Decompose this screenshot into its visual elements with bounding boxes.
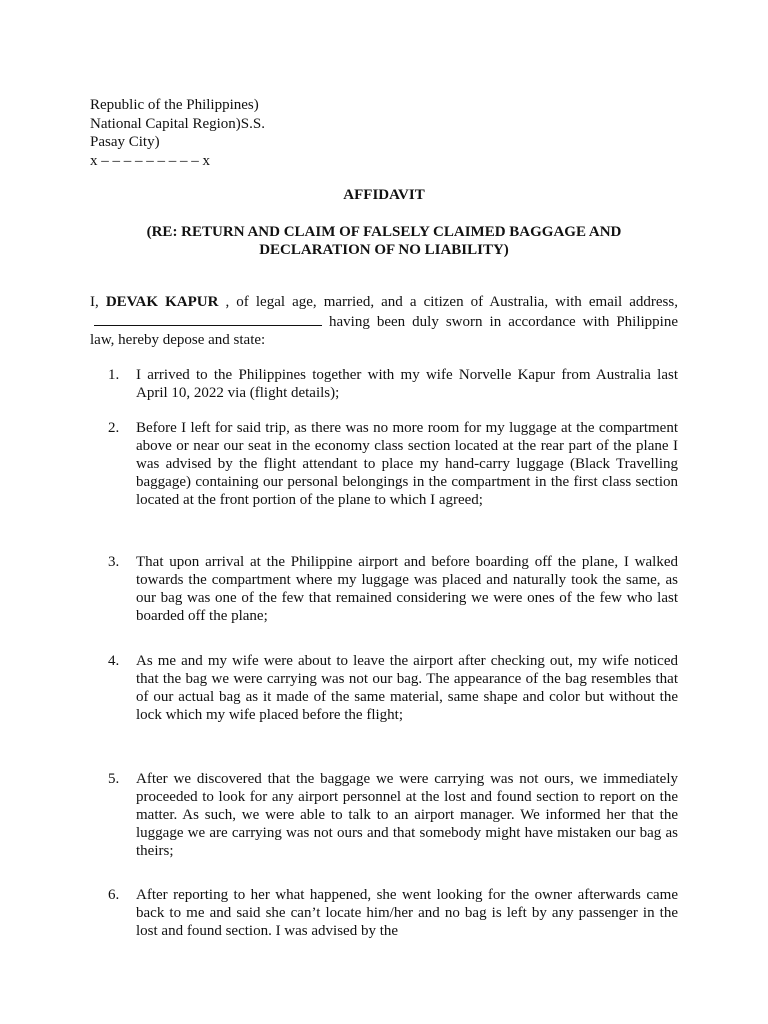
venue-block <box>90 96 490 170</box>
intro-middle: , of legal age, married, and a citizen of Australia, with email address, <box>218 294 678 310</box>
venue-line-republic: Republic of the Philippines) <box>90 97 259 113</box>
item-text: As me and my wife were about to leave the airport after checking out, my wife noticed that the bag we were carrying was not our bag. The appearance of the bag resembles that of our actual bag as it made of the same material, same shape and color but without the lock which my wife placed before the flight; <box>136 653 678 723</box>
item-text: After we discovered that the baggage we were carrying was not ours, we immediately proceeded to look for any airport personnel at the lost and found section to report on the matter. As such, we were able to talk to an airport manager. We informed her that the luggage we are carrying was not ours and that somebody might have mistaken our bag as theirs; <box>136 771 678 859</box>
item-number: 3. <box>108 554 120 570</box>
email-blank-line <box>94 311 322 326</box>
affiant-name: DEVAK KAPUR <box>105 294 219 310</box>
item-number: 4. <box>108 653 120 669</box>
item-text: That upon arrival at the Philippine airport and before boarding off the plane, I walked towards the compartment where my luggage was placed and naturally took the same, as our bag was one of the few that remained considering we were ones of the few who last boarded off the plane; <box>136 554 678 624</box>
item-number: 1. <box>108 367 120 383</box>
item-text: Before I left for said trip, as there was no more room for my luggage at the compartment above or near our seat in the economy class section located at the rear part of the plane I was advised by the flight attendant to place my hand-carry luggage (Black Travelling baggage) containing our personal belongings in the compartment in the first class section located at the front portion of the plane to which I agreed; <box>136 420 678 508</box>
affiant-introduction <box>90 293 678 349</box>
statement-item <box>108 770 678 860</box>
statement-item <box>108 366 678 402</box>
statement-item <box>108 419 678 509</box>
venue-line-separator: x – – – – – – – – – x <box>90 152 210 169</box>
venue-line-region: National Capital Region)S.S. <box>90 115 265 132</box>
statement-item <box>108 886 678 940</box>
document-subtitle: (RE: RETURN AND CLAIM OF FALSELY CLAIMED BAGGAGE AND DECLARATION OF NO LIABILITY) <box>146 224 622 258</box>
intro-prefix: I, <box>90 294 106 310</box>
item-number: 6. <box>108 887 120 903</box>
item-text: After reporting to her what happened, she went looking for the owner afterwards came back to me and said she can’t locate him/her and no bag is left by any passenger in the lost and found section. I was advised by the <box>136 887 678 939</box>
statement-item <box>108 553 678 625</box>
item-text: I arrived to the Philippines together with my wife Norvelle Kapur from Australia last April 10, 2022 via (flight details); <box>136 367 678 401</box>
intro-suffix: having been duly sworn in accordance with Philippine law, hereby depose and state: <box>90 314 678 348</box>
statement-item <box>108 652 678 724</box>
document-title: AFFIDAVIT <box>343 187 425 203</box>
venue-line-city: Pasay City) <box>90 134 160 150</box>
item-number: 5. <box>108 771 120 787</box>
item-number: 2. <box>108 420 120 436</box>
